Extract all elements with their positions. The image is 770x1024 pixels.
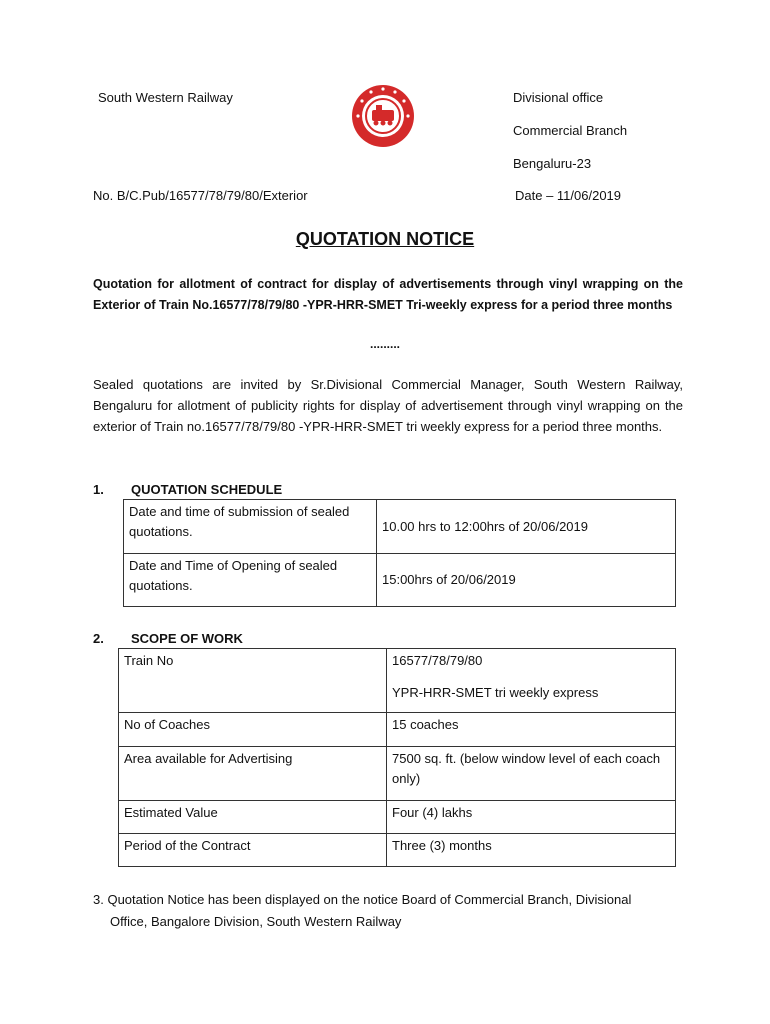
table-row (124, 500, 676, 554)
scope-of-work-table (118, 648, 676, 867)
notice-subject: Quotation for allotment of contract for display of advertisements through vinyl wrapping on the Exterior of Train No.16577/78/79/80 -YPR-HRR-SMET Tri-weekly express for a period three months (93, 277, 683, 312)
section-2-title: SCOPE OF WORK (131, 631, 243, 646)
schedule-label: Date and Time of Opening of sealed quotations. (124, 554, 377, 607)
display-note (93, 889, 693, 933)
scope-label: Estimated Value (119, 801, 387, 834)
table-row (119, 713, 676, 747)
schedule-label: Date and time of submission of sealed quotations. (124, 500, 377, 554)
schedule-value: 10.00 hrs to 12:00hrs of 20/06/2019 (377, 500, 676, 554)
separator-dots: ......... (369, 337, 400, 351)
org-name: South Western Railway (98, 90, 233, 105)
table-row (119, 801, 676, 834)
table-row (119, 834, 676, 867)
page-title: QUOTATION NOTICE (295, 229, 475, 249)
note-line-1: Quotation Notice has been displayed on the notice Board of Commercial Branch, Divisional (107, 892, 632, 907)
note-line-2: Office, Bangalore Division, South Western Railway (110, 914, 402, 929)
intro-paragraph: Sealed quotations are invited by Sr.Divisional Commercial Manager, South Western Railway, Bengaluru for allotment of publicity rights for display of advertisement through vinyl wrapping on the exterior of Train no.16577/78/79/80 -YPR-HRR-SMET tri weekly express for a period three months. (93, 377, 683, 434)
scope-value: 15 coaches (387, 713, 676, 747)
office-line-3: Bengaluru-23 (513, 156, 592, 171)
office-line-1: Divisional office (513, 90, 604, 105)
scope-value: Four (4) lakhs (387, 801, 676, 834)
quotation-schedule-table (123, 499, 676, 607)
train-name: YPR-HRR-SMET tri weekly express (392, 685, 599, 700)
reference-number: No. B/C.Pub/16577/78/79/80/Exterior (93, 188, 308, 203)
train-number: 16577/78/79/80 (392, 653, 483, 668)
scope-value: 7500 sq. ft. (below window level of each coach only) (387, 747, 676, 801)
scope-label: Area available for Advertising (119, 747, 387, 801)
schedule-value: 15:00hrs of 20/06/2019 (377, 554, 676, 607)
section-2-number: 2. (93, 631, 104, 646)
table-row (119, 649, 676, 713)
scope-label: Period of the Contract (119, 834, 387, 867)
scope-value (387, 649, 676, 713)
section-1-number: 1. (93, 482, 104, 497)
scope-label: Train No (119, 649, 387, 713)
scope-label: No of Coaches (119, 713, 387, 747)
table-row (119, 747, 676, 801)
section-1-title: QUOTATION SCHEDULE (131, 482, 283, 497)
table-row (124, 554, 676, 607)
note-number: 3. (93, 892, 104, 907)
indian-railways-emblem-icon (350, 83, 416, 149)
office-line-2: Commercial Branch (513, 123, 628, 138)
scope-value: Three (3) months (387, 834, 676, 867)
notice-date: Date – 11/06/2019 (515, 188, 622, 203)
